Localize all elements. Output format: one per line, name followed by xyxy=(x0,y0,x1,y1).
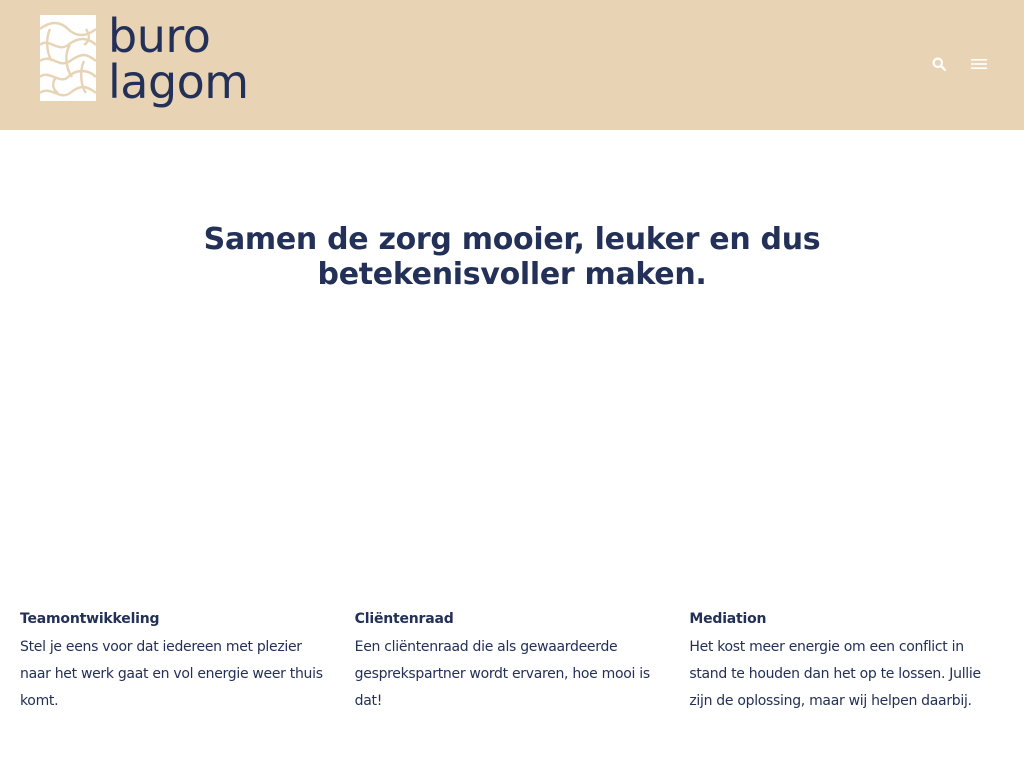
logo-mark-icon xyxy=(40,15,96,101)
site-header xyxy=(0,0,1024,130)
feature-text: Het kost meer energie om een conflict in stand te houden dan het op te lossen. Jullie zijn de oplossing, maar wij helpen daarbij. xyxy=(689,639,981,709)
hamburger-menu-icon xyxy=(971,58,987,70)
logo-wordmark-line2: lagom xyxy=(108,55,249,109)
feature-teamontwikkeling xyxy=(20,608,335,715)
feature-title[interactable]: Cliëntenraad xyxy=(354,611,454,627)
site-logo-link[interactable] xyxy=(40,9,270,115)
logo-wordmark-line1: buro xyxy=(108,9,211,63)
feature-title[interactable]: Teamontwikkeling xyxy=(20,611,160,627)
header-actions xyxy=(930,52,988,76)
feature-mediation xyxy=(689,608,1004,715)
feature-clientenraad xyxy=(355,608,670,715)
feature-text: Stel je eens voor dat iedereen met plezier naar het werk gaat en vol energie weer thuis komt. xyxy=(20,639,323,709)
feature-title[interactable]: Mediation xyxy=(689,611,767,627)
features-section xyxy=(20,608,1004,715)
feature-text: Een cliëntenraad die als gewaardeerde gesprekspartner wordt ervaren, hoe mooi is dat! xyxy=(354,639,650,709)
menu-toggle-button[interactable] xyxy=(970,55,988,73)
search-button[interactable] xyxy=(930,55,948,73)
hero-title: Samen de zorg mooier, leuker en dus betekenisvoller maken. xyxy=(203,222,821,292)
search-icon xyxy=(932,57,946,71)
